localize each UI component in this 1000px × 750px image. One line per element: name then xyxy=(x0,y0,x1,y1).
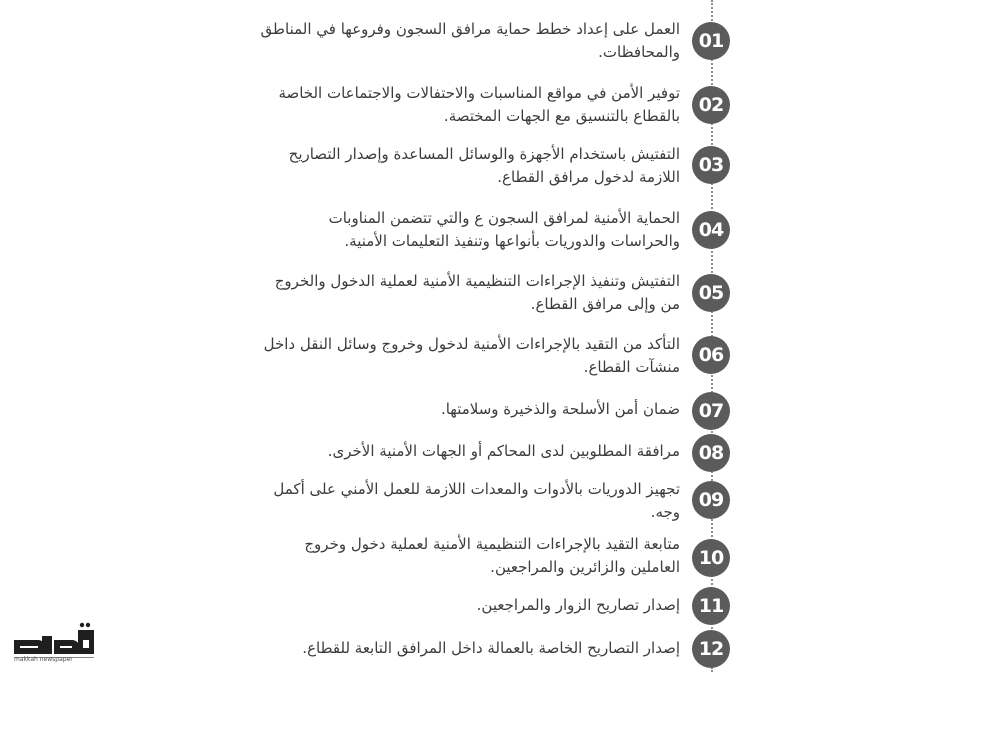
item-text: الحماية الأمنية لمرافق السجون ع والتي تتضمن المناوبات والحراسات والدوريات بأنواعها وتنفيذ التعليمات الأمنية. xyxy=(328,209,680,250)
number-badge: 05 xyxy=(692,274,730,312)
item-text: ضمان أمن الأسلحة والذخيرة وسلامتها. xyxy=(440,400,680,418)
number-badge: 03 xyxy=(692,146,730,184)
number-badge: 04 xyxy=(692,211,730,249)
number-badge: 01 xyxy=(692,22,730,60)
number-badge: 06 xyxy=(692,336,730,374)
item-text: إصدار تصاريح الزوار والمراجعين. xyxy=(476,596,680,614)
item-text: مرافقة المطلوبين لدى المحاكم أو الجهات الأمنية الأخرى. xyxy=(327,442,680,460)
number-badge: 12 xyxy=(692,630,730,668)
item-text: توفير الأمن في مواقع المناسبات والاحتفالات والاجتماعات الخاصة بالقطاع بالتنسيق مع الجهات المختصة. xyxy=(278,84,680,125)
number-badge: 11 xyxy=(692,587,730,625)
item-text: إصدار التصاريح الخاصة بالعمالة داخل المرافق التابعة للقطاع. xyxy=(302,639,680,657)
item-text: العمل على إعداد خطط حماية مرافق السجون وفروعها في المناطق والمحافظات. xyxy=(260,20,680,61)
number-badge: 09 xyxy=(692,481,730,519)
item-text: تجهيز الدوريات بالأدوات والمعدات اللازمة للعمل الأمني على أكمل وجه. xyxy=(273,480,680,521)
item-text: التفتيش وتنفيذ الإجراءات التنظيمية الأمنية لعملية الدخول والخروج من وإلى مرافق القطاع. xyxy=(274,272,680,313)
number-badge: 10 xyxy=(692,539,730,577)
logo-subtitle: makkah newspaper xyxy=(14,656,73,663)
item-text: التفتيش باستخدام الأجهزة والوسائل المساعدة وإصدار التصاريح اللازمة لدخول مرافق القطاع. xyxy=(288,145,680,186)
number-badge: 02 xyxy=(692,86,730,124)
item-text: التأكد من التقيد بالإجراءات الأمنية لدخول وخروج وسائل النقل داخل منشآت القطاع. xyxy=(263,335,680,376)
number-badge: 08 xyxy=(692,434,730,472)
number-badge: 07 xyxy=(692,392,730,430)
item-text: متابعة التقيد بالإجراءات التنظيمية الأمنية لعملية دخول وخروج العاملين والزائرين والمراجعين. xyxy=(304,535,680,576)
